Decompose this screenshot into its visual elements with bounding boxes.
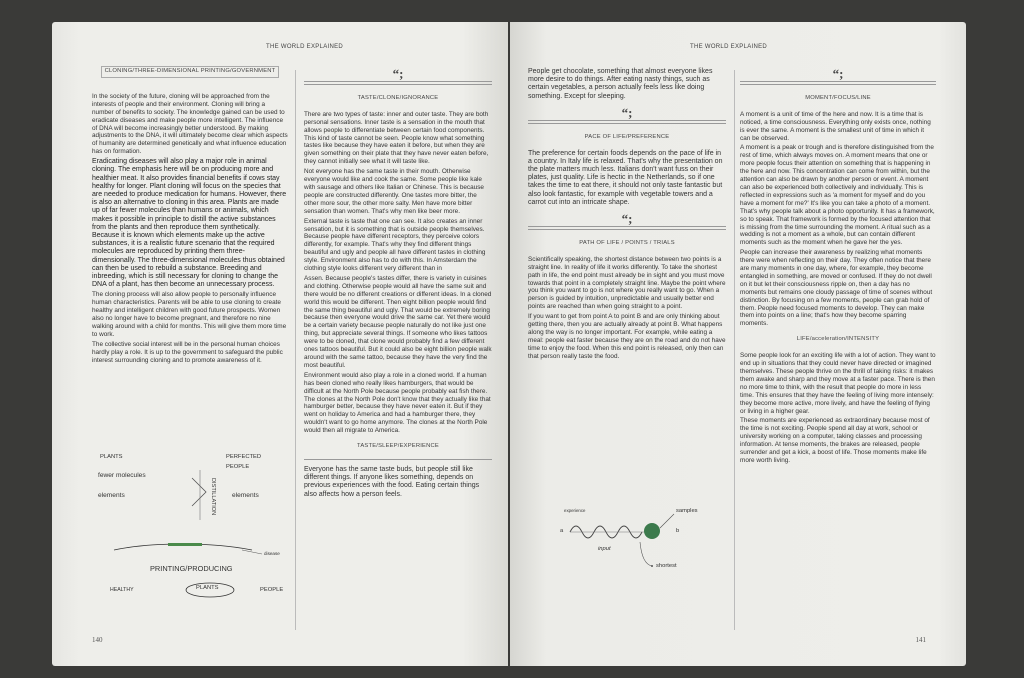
- divider: [304, 81, 492, 85]
- left-column-1: [92, 66, 288, 367]
- path-diagram: [550, 492, 720, 582]
- paragraph: External taste is taste that one can see. It also creates an inner sensation, but it is something that is outside people themselves. Because people have different receptors, they perceive colors differently, for example. That's why they find different things beautiful and ugly and people all have different tastes in clothing style. Environment also has to do with this. In Amsterdam the clothing style looks different very different than in: [304, 217, 486, 273]
- label-healthy: HEALTHY: [110, 587, 134, 593]
- heading-taste-clone: TASTE/CLONE/IGNORANCE: [357, 94, 439, 101]
- label-plants: PLANTS: [100, 454, 123, 460]
- paragraph: Not everyone has the same taste in their mouth. Otherwise everyone would like and cook the same. Some people like kale with sausage and others like Italian or Chinese. This is because people are constructed differently. One tastes more bitter, the other more sour, the other more salty. Men have more bitter sensation than women. That's why men like beer more.: [304, 168, 484, 215]
- label-samples: samples: [676, 508, 698, 514]
- heading-life-acceleration: LIFE/acceleration/INTENSITY: [796, 336, 880, 343]
- paragraph: Scientifically speaking, the shortest distance between two points is a straight line. In reality of life it works differently. To take the shortest path in life, the end point must already be in sight and you must move towards that point in a completely straight line. Maybe the point where you think you want to go is not where you really want to go. When a person is guided by intuition, unpredictable and usually better end points are reached than when going straight to a point.: [528, 255, 726, 311]
- label-plants-oval: PLANTS: [196, 585, 219, 591]
- divider: [528, 226, 726, 230]
- column-divider: [734, 70, 735, 630]
- label-experience: experience: [564, 508, 586, 513]
- divider: [528, 120, 726, 124]
- label-a: a: [560, 528, 564, 534]
- label-input: input: [598, 546, 611, 552]
- paragraph: A moment is a unit of time of the here and now. It is a time that is noticed, a time consciousness. Everything only exists once, nothing is ever the same. A moment is the smallest unit of time in which it can be observed.: [740, 110, 931, 142]
- quote-mark: “;: [832, 66, 844, 81]
- page-number-right: 141: [915, 636, 926, 644]
- paragraph: The preference for certain foods depends on the pace of life in a country. In Italy life is relaxed. That's why the presentation on the plate matters much less. Italians don't want fuss on their plates, just quality. Life is hectic in the Netherlands, so if one takes the time to eat there, it should not only taste fantastic but also look fantastic, for example with vegetable towers and a carrot cut into an intricate shape.: [528, 149, 723, 206]
- heading-moment: MOMENT/FOCUS/LINE: [805, 94, 871, 101]
- paragraph: Environment would also play a role in a cloned world. If a human has been cloned who really likes hamburgers, that would be difficult at the North Pole because people probably eat fish there. The clones at the North Pole don't know that they actually like that hamburger better, because they have never eaten it. But if they went on holiday to America and had a hamburger there, they wouldn't want to go home anymore. The clones at the North Pole would then all migrate to America.: [304, 371, 491, 435]
- paragraph: People can increase their awareness by realizing what moments there were when reflecting on their day. They often notice that there are many moments in one day, where, for example, they become entangled in something, are moved or confused. If they do not dwell on it but let their consciousness ripple on, then a day has no moments but remains one cloudy passage of time of scenes without distinction. By focusing on a few moments, people can grab hold of them. People need focused moments to develop. They can make them into points on a line; that's how they become sparring moments.: [740, 249, 933, 328]
- paragraph: Assen. Because people's tastes differ, there is variety in cuisines and clothing. Otherwise people would all have the same suit and there would be no different creations or different ideas. In a cloned world this would be different. Then eight billion people would find the same thing beautiful and ugly. That would be extremely boring because then everyone would drive the same car. Yet there would be a certain variety because people naturally do not like just one thing, but appreciate several things. If someone who likes tattoos were to be cloned, that clone would probably find a few different ones tattoos beautiful. But it could also be eight billion people walk around with the same tattoo, because they have the very find the most beautiful.: [304, 274, 492, 369]
- heading-taste-sleep: TASTE/SLEEP/EXPERIENCE: [357, 443, 439, 450]
- right-column-2: [740, 68, 936, 467]
- label-disease: disease: [264, 551, 280, 556]
- heading-cloning: CLONING/THREE-DIMENSIONAL PRINTING/GOVERNMENT: [101, 66, 280, 78]
- column-divider: [295, 70, 296, 630]
- right-page: [510, 22, 966, 666]
- label-elements-left: elements: [98, 492, 125, 499]
- right-column-1: [528, 68, 726, 363]
- running-head-right: THE WORLD EXPLAINED: [690, 44, 768, 50]
- paragraph: There are two types of taste: inner and outer taste. They are both personal sensations. Inner taste is a sensation in the mouth that allows people to differentiate between certain food components. This kind of taste cannot be seen. People know what something tastes like because they have eaten it before, but when they are given something on their plate that they have never eaten before, they cannot initially see what it will taste like.: [304, 110, 489, 166]
- paragraph: These moments are experienced as extraordinary because most of the time is not exciting. People spend all day at work, school or university working on a computer, taking classes and processing information. At tense moments, the brakes are released, people surrender and get a kick, a boost of life. Those moments make life more worth living.: [740, 417, 930, 464]
- cloning-diagram: [92, 450, 292, 600]
- quote-mark: “;: [621, 211, 633, 227]
- label-elements-right: elements: [232, 492, 259, 499]
- label-printing: PRINTING/PRODUCING: [150, 564, 233, 573]
- label-fewer-molecules: fewer molecules: [98, 472, 146, 479]
- label-people-bottom: PEOPLE: [260, 587, 284, 593]
- paragraph: People get chocolate, something that almost everyone likes more desire to do things. After eating nasty things, such as certain vegetables, a person actually feels less like doing something. Except for sleeping.: [528, 68, 713, 100]
- paragraph: Everyone has the same taste buds, but people still like different things. If anyone likes something, depends on previous experiences with the food. Eating certain things also affects how a person feels.: [304, 465, 480, 498]
- page-number-left: 140: [92, 636, 103, 644]
- divider: [740, 81, 936, 85]
- left-column-2: [304, 68, 492, 501]
- paragraph: Eradicating diseases will also play a major role in animal cloning. The emphasis here will be on producing more and healthier meat. It also provides financial benefits if cows stay healthy for longer. Plant cloning will focus on the species that are needed to produce medication for humans. However, there is also an alternative to cloning in this area. Plants are made up of far fewer molecules than humans or animals, which makes it possible in principle to distill the active substances from the plants and then reproduce them synthetically. Because it is known which elements make up the active substances, it is a realistic future scenario that the required molecules are reproduced by printing them three-dimensionally. The three-dimensional molecules thus obtained can then be used to rebuild a substance. Breeding and inbreeding, which is still necessary for cloning to change the DNA of a plant, has then become an unnecessary process.: [92, 158, 287, 289]
- running-head-left: THE WORLD EXPLAINED: [266, 44, 344, 50]
- paragraph: If you want to get from point A to point B and are only thinking about getting there, then you are actually already at point B. What happens along the way is no longer important. For example, while eating a meal: people eat faster because they are on the road and do not have time to enjoy the food. When this end point is released, only then can that person really taste the food.: [528, 313, 726, 360]
- heading-pace-of-life: PACE OF LIFE/PREFERENCE: [584, 133, 670, 140]
- heading-path-of-life: PATH OF LIFE / POINTS / TRIALS: [579, 239, 675, 246]
- open-book: [52, 22, 966, 666]
- label-people: PEOPLE: [226, 464, 250, 470]
- paragraph: Some people look for an exciting life with a lot of action. They want to end up in situations that they could never have directed or imagined themselves. These people thrive on the thrill of taking risks: it makes them awake and sharp and they move at a faster pace. There is then no more time to think, with the result that people do more in less time. This ensures that they have the feeling of living more intensely: they become more active, more lively, and have the feeling of flying or living in a higher gear.: [740, 352, 936, 415]
- left-page: [52, 22, 508, 666]
- paragraph: The cloning process will also allow people to personally influence human characteristics. Parents will be able to use cloning to create healthy and intelligent children with good future prospects. Women also no longer have to become pregnant, and therefore no nine walking around with a child for months. This will give them more time to work.: [92, 291, 287, 338]
- path-diagram-lines: [550, 492, 720, 582]
- label-shortest: shortest: [656, 563, 677, 569]
- label-perfected: PERFECTED: [226, 454, 262, 460]
- label-b: b: [676, 528, 680, 534]
- divider: [304, 459, 492, 460]
- paragraph: A moment is a peak or trough and is therefore distinguished from the rest of time, which always moves on. A moment means that one or more people focus their attention on something that is happening in the here and now. This concentration can come from within, but the attention can also be drawn by another person or event. A moment can also be experienced both collectively and individually. This is reflected in expressions such as 'a moment for myself and do you have a moment for me?' It's like you can take a photo of a moment. That's why people talk about a photo opportunity. It has a framework, so to speak. That framework is formed by the focused attention that is missing from the time surrounding the moment. A ritual such as a wedding is not a moment as a whole, but can contain different moments such as the moment when he gave her the yes.: [740, 144, 935, 247]
- quote-mark: “;: [392, 66, 404, 81]
- label-distillation: DISTILLATION: [210, 478, 216, 516]
- paragraph: The collective social interest will be in the personal human choices hardly play a role. It is up to the government to safeguard the public interest surrounding cloning and to promote awareness of it.: [92, 340, 283, 364]
- quote-mark: “;: [621, 104, 633, 120]
- paragraph: In the society of the future, cloning will be approached from the interests of people and their environment. Cloning will bring a number of benefits to society. The knowledge gained can be used to eradicate diseases and make people more intelligent. The influence of DNA will become increasingly better understood. By making adjustments to the DNA, it will ultimately become clear which aspects of humanity are determined genetically and what influence education has on formation.: [92, 92, 288, 156]
